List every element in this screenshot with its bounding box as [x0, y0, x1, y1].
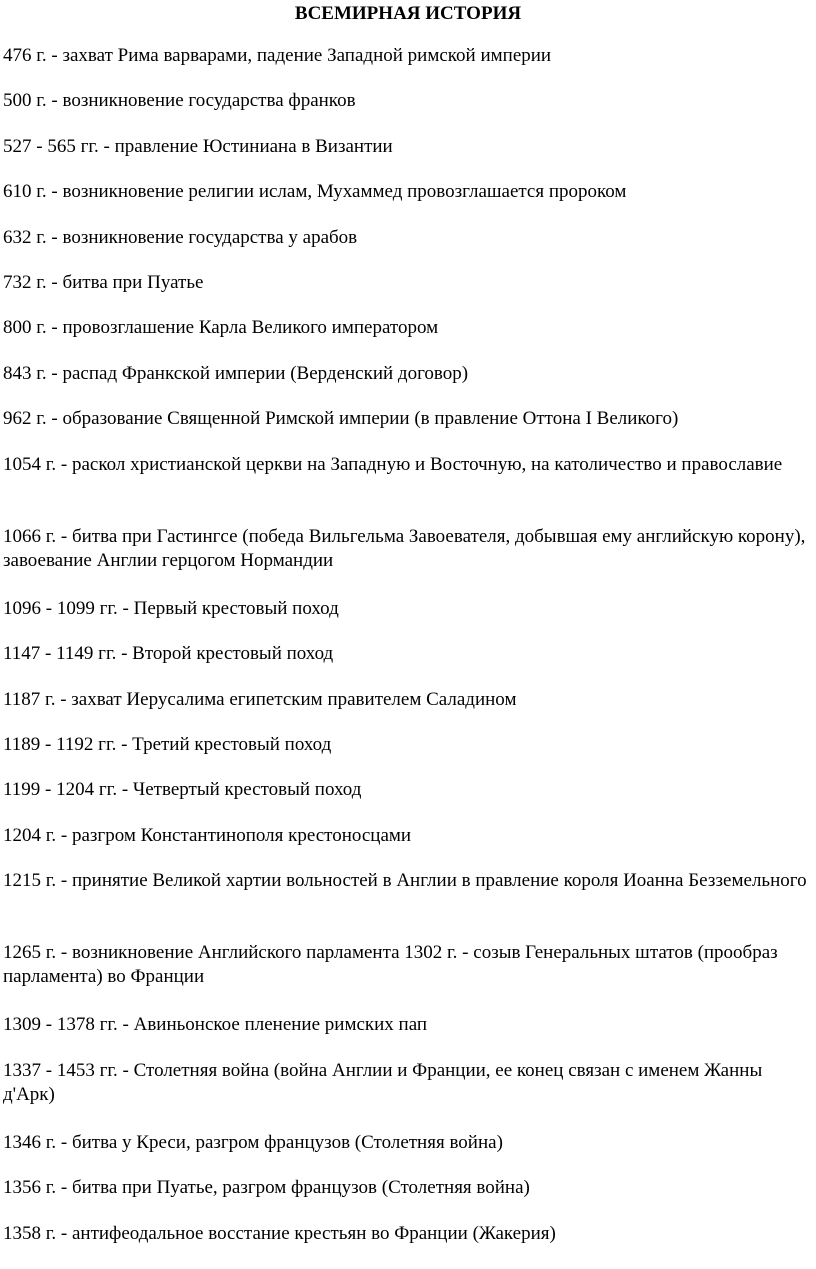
timeline-entry: 1309 - 1378 гг. - Авиньонское пленение римских пап	[3, 1014, 428, 1035]
timeline-entry: 1054 г. - раскол христианской церкви на Западную и Восточную, на католичество и православие	[3, 454, 783, 475]
timeline-entry: 476 г. - захват Рима варварами, падение Западной римской империи	[3, 45, 552, 66]
timeline-entry: 1187 г. - захват Иерусалима египетским правителем Саладином	[3, 689, 517, 710]
timeline-entry: 1356 г. - битва при Пуатье, разгром французов (Столетняя война)	[3, 1177, 530, 1198]
timeline-entry: 500 г. - возникновение государства франков	[3, 90, 356, 111]
timeline-entry: 1147 - 1149 гг. - Второй крестовый поход	[3, 643, 334, 664]
timeline-entry: 962 г. - образование Священной Римской империи (в правление Оттона I Великого)	[3, 408, 679, 429]
timeline-entry: 1346 г. - битва у Креси, разгром французов (Столетняя война)	[3, 1132, 503, 1153]
timeline-entry: 800 г. - провозглашение Карла Великого императором	[3, 317, 439, 338]
timeline-entry: 732 г. - битва при Пуатье	[3, 272, 204, 293]
timeline-entry: 632 г. - возникновение государства у арабов	[3, 227, 358, 248]
timeline-entry: 1265 г. - возникновение Английского парламента 1302 г. - созыв Генеральных штатов (прообраз парламента) во Франции	[3, 942, 778, 987]
timeline-entry: 1215 г. - принятие Великой хартии вольностей в Англии в правление короля Иоанна Безземельного	[3, 870, 807, 891]
timeline-entry: 1066 г. - битва при Гастингсе (победа Вильгельма Завоевателя, добывшая ему английскую корону), завоевание Англии герцогом Нормандии	[3, 526, 806, 571]
timeline-entry: 527 - 565 гг. - правление Юстиниана в Византии	[3, 136, 393, 157]
timeline-entry: 1189 - 1192 гг. - Третий крестовый поход	[3, 734, 332, 755]
timeline-entry: 1199 - 1204 гг. - Четвертый крестовый поход	[3, 779, 362, 800]
timeline-entry: 1096 - 1099 гг. - Первый крестовый поход	[3, 598, 339, 619]
timeline-entry: 1337 - 1453 гг. - Столетняя война (война Англии и Франции, ее конец связан с именем Жанны д'Арк)	[3, 1060, 763, 1105]
document-title: ВСЕМИРНАЯ ИСТОРИЯ	[294, 3, 522, 24]
timeline-entry: 843 г. - распад Франкской империи (Верденский договор)	[3, 363, 469, 384]
timeline-entry: 1204 г. - разгром Константинополя крестоносцами	[3, 825, 412, 846]
timeline-entry: 610 г. - возникновение религии ислам, Мухаммед провозглашается пророком	[3, 181, 627, 202]
timeline-entry: 1358 г. - антифеодальное восстание крестьян во Франции (Жакерия)	[3, 1223, 556, 1244]
